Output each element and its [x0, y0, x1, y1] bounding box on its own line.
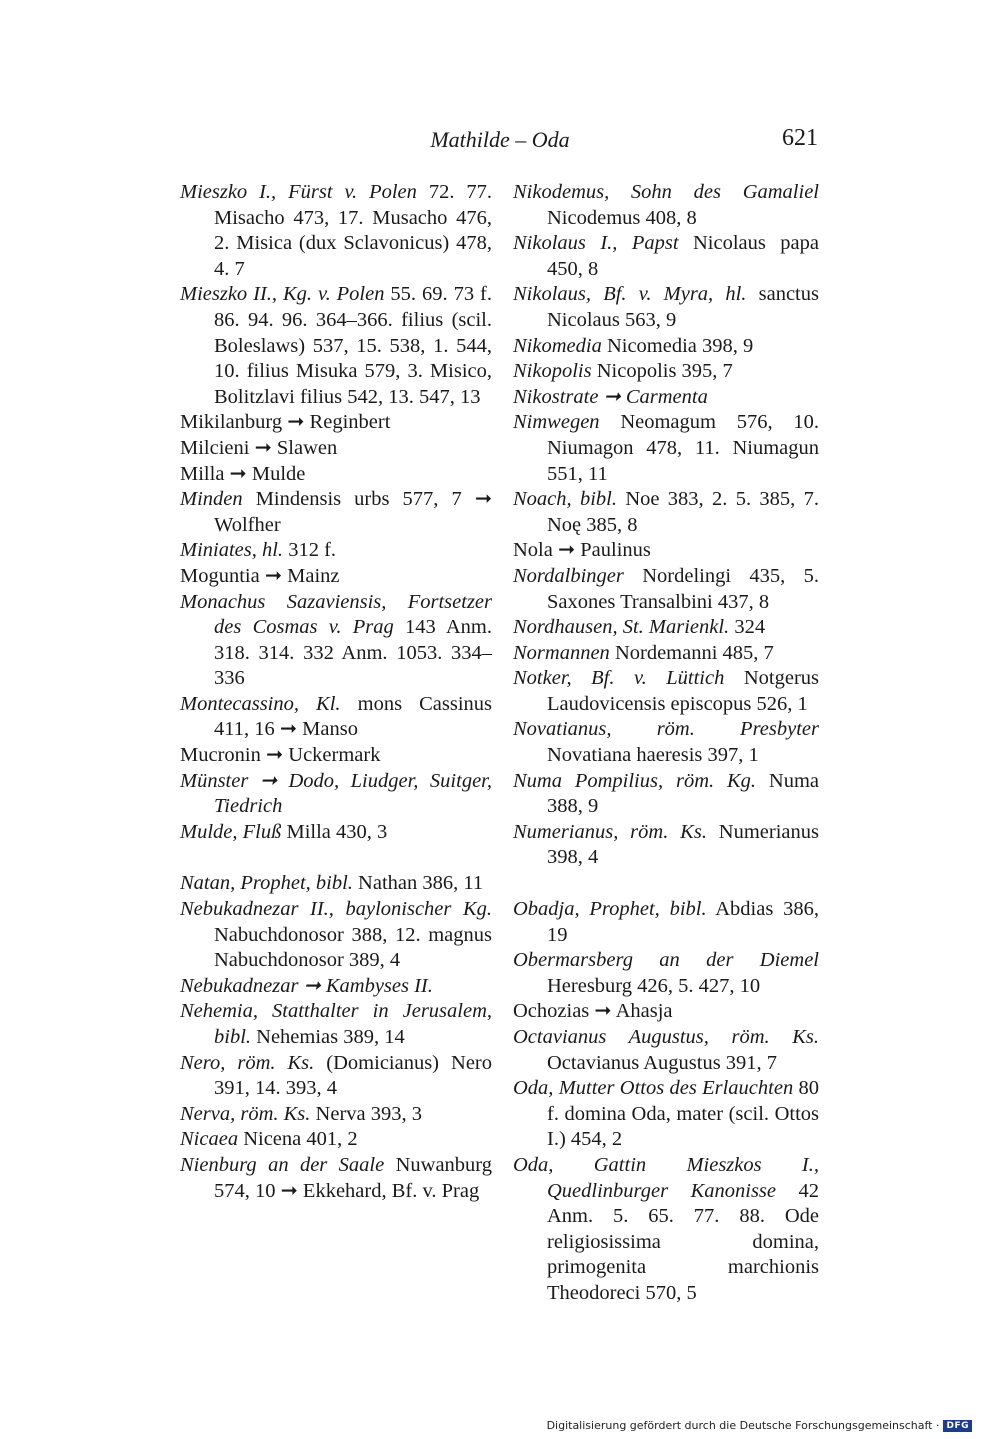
entry-text: Nordemanni 485, 7 [609, 641, 774, 664]
entry-headword: Obadja, Prophet, bibl. [513, 898, 707, 921]
entry-text: Nicodemus 408, 8 [547, 206, 697, 229]
entry-headword: Nordalbinger [513, 564, 624, 587]
entry-headword: Nerva, röm. Ks. [180, 1102, 311, 1125]
dfg-logo: DFG [943, 1420, 972, 1432]
index-entry [513, 180, 819, 231]
entry-text: Milla ➞ Mulde [180, 462, 306, 485]
index-entry [180, 538, 492, 564]
index-entry [180, 1127, 492, 1153]
entry-headword: Oda, Gattin Mieszkos I., Quedlinburger Kanonisse [513, 1153, 819, 1202]
entry-text: Mucronin ➞ Uckermark [180, 744, 381, 767]
entry-text: Heresburg 426, 5. 427, 10 [547, 974, 761, 997]
index-entry [180, 590, 492, 692]
entry-headword: Oda, Mutter Ottos des Erlauchten [513, 1077, 794, 1100]
entry-headword: Numerianus, röm. Ks. [513, 820, 707, 843]
entry-headword: Nikolaus, Bf. v. Myra, hl. [513, 283, 747, 306]
letter-section-gap [513, 871, 819, 897]
index-entry [180, 692, 492, 743]
index-entry [180, 974, 492, 1000]
entry-text: Nola ➞ Paulinus [513, 539, 651, 562]
entry-headword: Monachus Sazaviensis, Fortsetzer des Cosmas v. Prag [180, 590, 492, 639]
index-entry [180, 462, 492, 488]
index-entry [513, 385, 819, 411]
index-entry [513, 359, 819, 385]
entry-headword: Nebukadnezar II., baylonischer Kg. [180, 898, 492, 921]
page-number: 621 [782, 125, 818, 151]
entry-headword: Natan, Prophet, bibl. [180, 872, 353, 895]
index-entry [180, 769, 492, 820]
index-entry [513, 897, 819, 948]
index-entry [513, 334, 819, 360]
index-entry [513, 487, 819, 538]
index-entry [513, 1153, 819, 1307]
index-entry [513, 410, 819, 487]
entry-text: Milcieni ➞ Slawen [180, 436, 338, 459]
entry-headword: Notker, Bf. v. Lüttich [513, 667, 725, 690]
entry-headword: Minden [180, 488, 243, 511]
entry-headword: Nero, röm. Ks. [180, 1051, 315, 1074]
index-entry [513, 231, 819, 282]
entry-text: 312 f. [283, 539, 337, 562]
entry-text: Mikilanburg ➞ Reginbert [180, 411, 391, 434]
letter-section-gap [180, 845, 492, 871]
entry-text: Neomagum 576, 10. Niumagon 478, 11. Niumagun 551, 11 [547, 411, 819, 485]
entry-text: Nabuchdonosor 388, 12. magnus Nabuchdonosor 389, 4 [214, 923, 492, 972]
entry-text: Nordelingi 435, 5. Saxones Transalbini 437, 8 [547, 564, 819, 613]
index-entry [513, 282, 819, 333]
digitization-footer [547, 1419, 972, 1432]
entry-headword: Nikopolis [513, 360, 592, 383]
entry-text: (Domicianus) Nero 391, 14. 393, 4 [214, 1051, 492, 1100]
index-entry [513, 999, 819, 1025]
entry-text: 55. 69. 73 f. 86. 94. 96. 364–366. filius (scil. Boleslaws) 537, 15. 538, 1. 544, 10. filius Misuka 579, 3. Misico, Bolitzlavi filius 542, 13. 547, 13 [214, 283, 492, 408]
entry-headword: Mulde, Fluß [180, 820, 282, 843]
index-entry [513, 1025, 819, 1076]
entry-text: Novatiana haeresis 397, 1 [547, 744, 759, 767]
entry-headword: Obermarsberg an der Diemel [513, 949, 819, 972]
index-entry [513, 538, 819, 564]
entry-text: Moguntia ➞ Mainz [180, 564, 340, 587]
entry-headword: Novatianus, röm. Presbyter [513, 718, 819, 741]
entry-headword: Nikolaus I., Papst [513, 232, 679, 255]
entry-text: Ochozias ➞ Ahasja [513, 1000, 673, 1023]
index-entry [180, 820, 492, 846]
entry-text: 80 f. domina Oda, mater (scil. Ottos I.) 454, 2 [547, 1077, 819, 1151]
entry-text: Nicena 401, 2 [238, 1128, 358, 1151]
entry-text: Numerianus 398, 4 [547, 820, 819, 869]
index-entry [513, 615, 819, 641]
index-entry [180, 1051, 492, 1102]
entry-headword: Nienburg an der Saale [180, 1153, 385, 1176]
entry-text: Nicomedia 398, 9 [601, 334, 754, 357]
entry-text: Notgerus Laudovicensis episcopus 526, 1 [547, 667, 819, 715]
index-entry [513, 948, 819, 999]
index-entry [180, 564, 492, 590]
entry-text: sanctus Nicolaus 563, 9 [547, 283, 819, 331]
entry-headword: Nehemia, Statthalter in Jerusalem, bibl. [180, 1000, 492, 1048]
entry-text: Nuwanburg 574, 10 ➞ Ekkehard, Bf. v. Prag [214, 1153, 492, 1202]
entry-text: Nehemias 389, 14 [251, 1026, 405, 1048]
index-entry [180, 1102, 492, 1128]
entry-headword: Noach, bibl. [513, 488, 617, 511]
entry-headword: Normannen [513, 641, 610, 664]
entry-text: 42 Anm. 5. 65. 77. 88. Ode religiosissima domina, primogenita marchionis Theodoreci 570, 5 [547, 1179, 820, 1304]
index-entry [180, 897, 492, 974]
entry-text: 72. 77. Misacho 473, 17. Musacho 476, 2. Misica (dux Sclavonicus) 478, 4. 7 [214, 181, 493, 280]
index-entry [513, 666, 819, 717]
index-entry [180, 180, 492, 282]
entry-headword: Numa Pompilius, röm. Kg. [513, 769, 757, 792]
index-column-right [513, 180, 819, 1307]
index-entry [513, 641, 819, 667]
entry-headword: Mieszko II., Kg. v. Polen [180, 283, 385, 306]
index-entry [180, 1153, 492, 1204]
entry-text: Nicopolis 395, 7 [591, 360, 733, 383]
index-entry [180, 999, 492, 1050]
entry-text: Nerva 393, 3 [310, 1102, 423, 1125]
entry-headword: Montecassino, Kl. [180, 692, 341, 715]
index-entry [513, 820, 819, 871]
index-entry [180, 743, 492, 769]
index-entry [513, 564, 819, 615]
entry-text: Abdias 386, 19 [547, 898, 819, 946]
entry-headword: Miniates, hl. [180, 539, 284, 562]
entry-text: Mindensis urbs 577, 7 ➞ Wolfher [214, 488, 492, 536]
index-entry [513, 1076, 819, 1153]
entry-text: Noe 383, 2. 5. 385, 7. Noę 385, 8 [547, 488, 819, 536]
entry-headword: Nordhausen, St. Marienkl. [513, 616, 730, 639]
index-entry [180, 436, 492, 462]
index-entry [513, 717, 819, 768]
index-entry [513, 769, 819, 820]
index-entry [180, 871, 492, 897]
entry-headword: Octavianus Augustus, röm. Ks. [513, 1026, 819, 1048]
index-entry [180, 282, 492, 410]
entry-text: Nicolaus papa 450, 8 [547, 232, 819, 280]
running-head: Mathilde – Oda [430, 127, 570, 152]
entry-headword: Mieszko I., Fürst v. Polen [180, 181, 417, 203]
entry-headword: Nikodemus, Sohn des Gamaliel [513, 181, 819, 203]
index-entry [180, 487, 492, 538]
entry-text: Numa 388, 9 [547, 769, 819, 818]
entry-headword: Nebukadnezar ➞ Kambyses II. [180, 974, 433, 997]
entry-headword: Nimwegen [513, 411, 600, 434]
entry-text: Nathan 386, 11 [352, 872, 484, 895]
footer-text: Digitalisierung gefördert durch die Deutsche Forschungsgemeinschaft · [546, 1419, 940, 1432]
entry-text: mons Cassinus 411, 16 ➞ Manso [214, 692, 493, 741]
entry-headword: Nikostrate ➞ Carmenta [513, 385, 708, 408]
entry-text: 143 Anm. 318. 314. 332 Anm. 1053. 334–336 [214, 616, 492, 690]
entry-headword: Nicaea [180, 1128, 239, 1151]
entry-text: Milla 430, 3 [281, 820, 388, 843]
entry-text: 324 [729, 616, 766, 639]
entry-headword: Münster ➞ Dodo, Liudger, Suitger, Tiedrich [180, 769, 492, 818]
index-entry [180, 410, 492, 436]
index-column-left [180, 180, 492, 1204]
entry-headword: Nikomedia [513, 334, 602, 357]
entry-text: Octavianus Augustus 391, 7 [547, 1051, 778, 1074]
